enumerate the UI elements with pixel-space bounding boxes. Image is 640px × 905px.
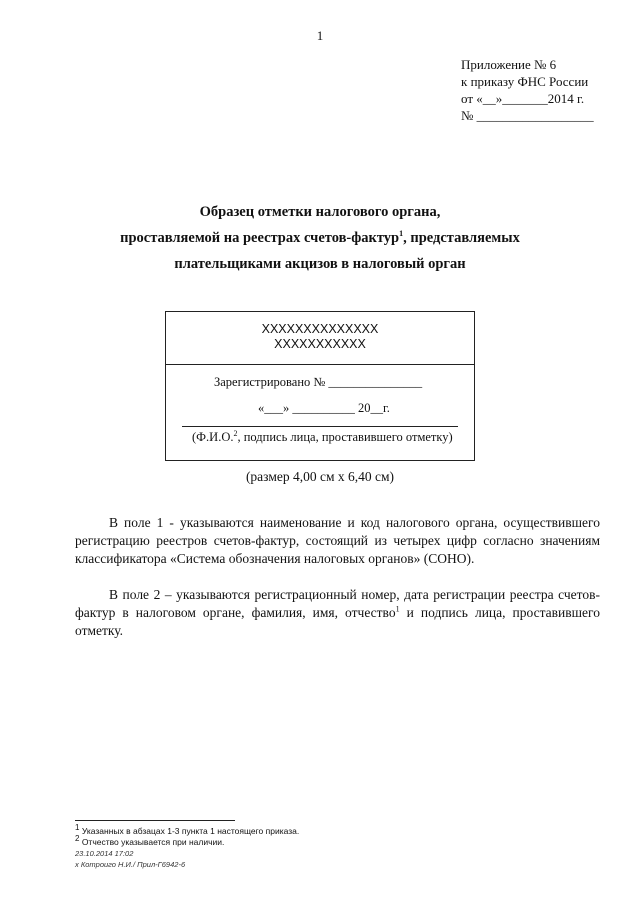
- footnote-2-text: Отчество указывается при наличии.: [79, 837, 225, 847]
- paragraph-field-1: В поле 1 - указываются наименование и код налогового органа, осуществившего регистрацию реестров счетов-фактур, состоящий из четырех цифр согласно значениям классификатора «Система обозначения налоговых органов» (СОНО).: [75, 515, 600, 566]
- print-timestamp: 23.10.2014 17:02: [75, 849, 134, 858]
- annex-header: [461, 56, 594, 124]
- signature-caption: [192, 430, 453, 445]
- footnote-ref-1: 1: [399, 229, 404, 239]
- annex-date: от «__»_______2014 г.: [461, 91, 585, 106]
- paragraph-field-2-text: В поле 2 – указываются регистрационный номер, дата регистрации реестра счетов-фактур в налоговом органе, фамилия, имя, отчество: [75, 587, 600, 620]
- paragraph-field-2: [75, 586, 600, 640]
- stamp-field-1: [166, 312, 474, 365]
- stamp-size-note: (размер 4,00 см х 6,40 см): [245, 469, 395, 484]
- tax-office-name: XXXXXXXXXXXXXX: [261, 322, 379, 336]
- signature-caption-tail: , подпись лица, проставившего отметку): [237, 430, 453, 444]
- footnotes: [75, 823, 300, 870]
- page-number: 1: [316, 28, 324, 43]
- registration-date: «___» __________ 20__г.: [258, 401, 390, 415]
- title-line-3: плательщиками акцизов в налоговый орган: [174, 256, 466, 272]
- footnote-1-mark: 1: [75, 823, 80, 833]
- annex-title: Приложение № 6: [461, 57, 557, 72]
- document-title: [60, 199, 580, 277]
- title-line-1: Образец отметки налогового органа,: [199, 204, 441, 220]
- footnote-2-mark: 2: [75, 834, 80, 844]
- signature-caption-text: (Ф.И.О.: [192, 430, 234, 444]
- tax-office-code: XXXXXXXXXXX: [274, 337, 366, 351]
- signature-line: [182, 426, 458, 427]
- title-line-2-text: проставляемой на реестрах счетов-фактур: [120, 230, 400, 246]
- annex-order: к приказу ФНС России: [461, 74, 589, 89]
- document-reference: x Коmpоиго Н.И./ Прил-Г6942-6: [75, 860, 186, 869]
- footnote-ref-2: 2: [233, 428, 238, 438]
- paragraph-field-2-tail: и подпись лица, проставившего отметку.: [75, 605, 600, 638]
- title-line-2: [60, 225, 580, 251]
- footnote-1: [75, 823, 300, 837]
- footnote-ref-3: 1: [395, 604, 400, 614]
- annex-number: № __________________: [461, 108, 594, 123]
- registration-number: Зарегистрировано № _______________: [214, 375, 423, 389]
- stamp-sample: [165, 311, 475, 461]
- footnote-2: [75, 834, 299, 848]
- footnote-1-text: Указанных в абзацах 1-3 пункта 1 настоящего приказа.: [79, 826, 300, 836]
- footnote-separator: [75, 820, 235, 821]
- title-line-2-tail: , представляемых: [403, 230, 520, 246]
